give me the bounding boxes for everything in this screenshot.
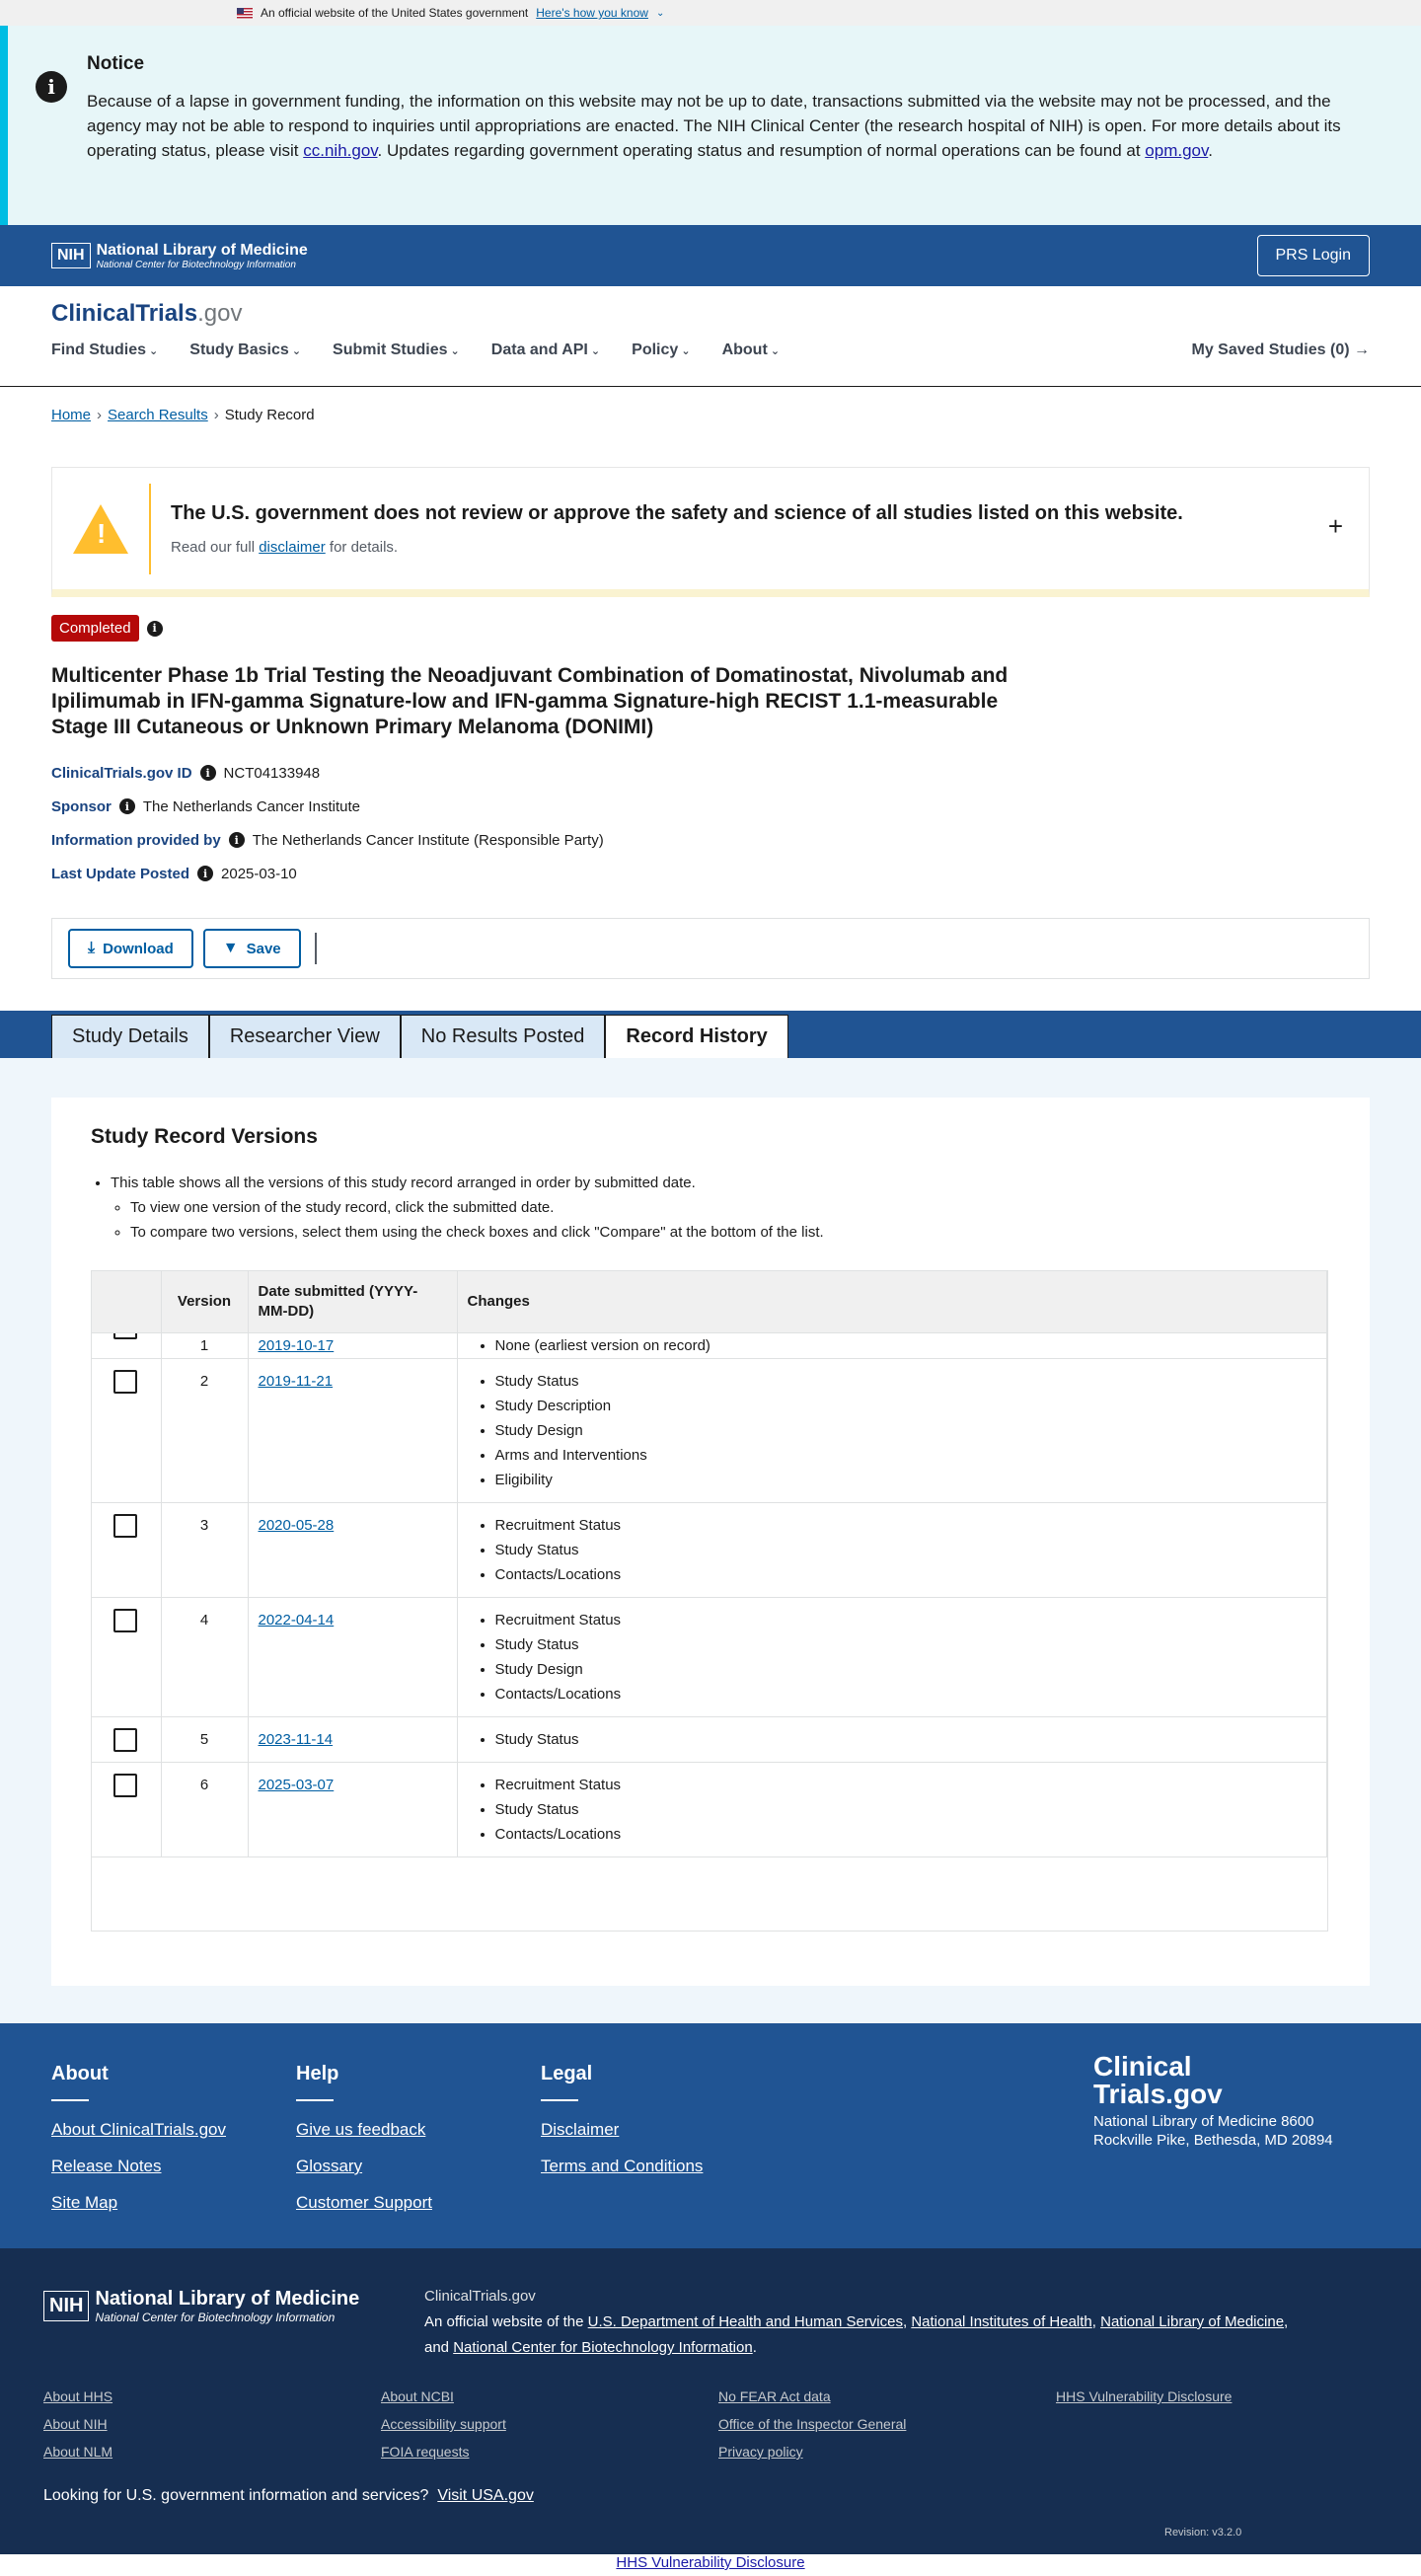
tab-study-details[interactable]: Study Details (51, 1015, 209, 1058)
intro-sub-1: ◦ To view one version of the study record, click the submitted date. (130, 1195, 1330, 1220)
submitted-date-link[interactable]: 2019-10-17 (258, 1336, 335, 1354)
save-label: Save (246, 940, 281, 957)
version-checkbox[interactable] (113, 1609, 137, 1632)
download-icon: ⤓ (88, 940, 96, 956)
change-item: • Eligibility (495, 1468, 1317, 1492)
id-label: ClinicalTrials.gov ID (51, 764, 192, 782)
funding-notice (0, 26, 1421, 225)
notice-text-3: . (1208, 141, 1213, 160)
nlm-logo[interactable] (51, 242, 308, 270)
change-item: • Contacts/Locations (495, 1822, 1317, 1847)
nav-about[interactable]: About ⌄ (722, 341, 780, 359)
table-row (92, 1502, 1327, 1597)
bottom-hhs-vuln-link[interactable]: HHS Vulnerability Disclosure (616, 2554, 805, 2571)
nav-find-studies[interactable]: Find Studies ⌄ (51, 341, 158, 359)
date-cell (248, 1716, 457, 1762)
footer-nlm-title: National Library of Medicine (95, 2288, 360, 2310)
versions-body (92, 1332, 1327, 1856)
date-cell (248, 1762, 457, 1856)
footer-link-oig[interactable]: Office of the Inspector General (718, 2416, 907, 2432)
hhs-link[interactable]: U.S. Department of Health and Human Services (587, 2313, 903, 2330)
notice-body (87, 89, 1362, 163)
version-header: Version (161, 1271, 248, 1332)
warning-icon: ! (73, 504, 128, 554)
tab-no-results-posted[interactable]: No Results Posted (401, 1015, 606, 1058)
date-cell (248, 1332, 457, 1358)
usa-gov-line (43, 2487, 534, 2505)
opm-link[interactable]: opm.gov (1145, 141, 1209, 160)
breadcrumb (0, 387, 1421, 443)
intro-text: This table shows all the versions of this study record arranged in order by submitted date. (111, 1174, 696, 1191)
table-row (92, 1332, 1327, 1358)
divider (315, 933, 317, 964)
disclaimer-post: for details. (325, 538, 399, 556)
versions-table[interactable] (91, 1270, 1328, 1932)
footer-link-disclaimer[interactable]: Disclaimer (541, 2120, 620, 2139)
version-checkbox[interactable] (113, 1332, 137, 1339)
changes-cell (457, 1597, 1327, 1716)
nih-link[interactable]: National Institutes of Health (911, 2313, 1092, 2330)
info-icon[interactable]: i (119, 798, 135, 814)
chevron-right-icon: › (97, 407, 103, 423)
ncbi-subtitle: National Center for Biotechnology Information (96, 259, 296, 270)
download-button[interactable] (68, 929, 193, 968)
status-row (0, 597, 1421, 642)
change-item: • None (earliest version on record) (495, 1333, 1317, 1358)
footer-link-no-fear[interactable]: No FEAR Act data (718, 2388, 831, 2404)
footer-about (51, 2063, 226, 2221)
nav-policy[interactable]: Policy ⌄ (632, 341, 690, 359)
notice-text-2: . Updates regarding government operating status and resumption of normal operations can be found at (377, 141, 1146, 160)
changes-header: Changes (457, 1271, 1327, 1332)
status-info-icon[interactable]: i (147, 621, 163, 637)
versions-panel (51, 1098, 1370, 1986)
divider (51, 2099, 89, 2101)
record-history-content (0, 1058, 1421, 2023)
footer-link-accessibility[interactable]: Accessibility support (381, 2416, 506, 2432)
intro-item (111, 1171, 1330, 1245)
footer-ncbi-subtitle: National Center for Biotechnology Information (95, 2311, 336, 2324)
footer-help-title: Help (296, 2063, 339, 2084)
logo-dot: .gov (197, 300, 243, 327)
clinicaltrials-logo[interactable] (51, 300, 1370, 328)
footer-link-about-ct[interactable]: About ClinicalTrials.gov (51, 2120, 226, 2139)
footer-link-about-ncbi[interactable]: About NCBI (381, 2388, 454, 2404)
changes-cell (457, 1332, 1327, 1358)
footer-official-text: ClinicalTrials.gov An official website of the U.S. Department of Health and Human Services, National Institutes of Health, National Library of Medicine, and National Center for Biotechnology Information. (424, 2284, 1342, 2361)
intro-sub-2: ◦ To compare two versions, select them using the check boxes and click "Compare" at the bottom of the list. (130, 1220, 1330, 1245)
disclaimer-alert (51, 467, 1370, 597)
footer-link-about-nih[interactable]: About NIH (43, 2416, 108, 2432)
heres-how-you-know-link[interactable]: Here's how you know (536, 6, 648, 20)
sponsor-value: The Netherlands Cancer Institute (142, 797, 360, 815)
prs-login-button[interactable]: PRS Login (1257, 235, 1371, 276)
table-row (92, 1716, 1327, 1762)
divider (296, 2099, 334, 2101)
change-item: • Recruitment Status (495, 1513, 1317, 1538)
version-number: 1 (161, 1332, 248, 1358)
nav-study-basics[interactable]: Study Basics ⌄ (189, 341, 301, 359)
revision: Revision: v3.2.0 (1164, 2527, 1242, 2538)
expand-plus-icon[interactable]: + (1327, 511, 1343, 541)
select-cell (92, 1358, 161, 1502)
chevron-right-icon: › (213, 407, 219, 423)
change-item: • Arms and Interventions (495, 1443, 1317, 1468)
changes-cell (457, 1502, 1327, 1597)
version-checkbox[interactable] (113, 1728, 137, 1752)
breadcrumb-current: Study Record (224, 407, 315, 423)
footer-brand-2: Trials.gov (1093, 2079, 1223, 2109)
gov-banner-text: An official website of the United States government (261, 6, 529, 20)
changes-cell (457, 1762, 1327, 1856)
select-header (92, 1271, 161, 1332)
submitted-date-link[interactable]: 2025-03-07 (258, 1776, 335, 1793)
breadcrumb-search-results[interactable]: Search Results (108, 407, 208, 423)
change-item: • Recruitment Status (495, 1773, 1317, 1797)
changes-cell (457, 1716, 1327, 1762)
official-pre: An official website of the (424, 2313, 588, 2330)
submitted-date-link[interactable]: 2023-11-14 (258, 1730, 334, 1748)
last-update-label: Last Update Posted (51, 865, 190, 882)
us-flag-icon (237, 8, 253, 19)
action-bar (51, 918, 1370, 979)
save-button[interactable] (203, 929, 301, 968)
nlm-title: National Library of Medicine (96, 241, 308, 259)
nav-submit-studies[interactable]: Submit Studies ⌄ (333, 341, 460, 359)
info-icon[interactable]: i (197, 866, 213, 881)
footer-nlm-logo[interactable] (43, 2288, 359, 2324)
footer-brand (1093, 2053, 1350, 2150)
version-number: 2 (161, 1358, 248, 1502)
usa-pre: Looking for U.S. government information and services? (43, 2487, 429, 2504)
changes-cell (457, 1358, 1327, 1502)
table-row (92, 1358, 1327, 1502)
study-title: Multicenter Phase 1b Trial Testing the Neoadjuvant Combination of Domatinostat, Nivolumab and Ipilimumab in IFN-gamma Signature-low and IFN-gamma Signature-high RECIST 1.1-measurable Stage III Cutaneous or Unknown Primary Melanoma (DONIMI) (51, 664, 1009, 738)
my-saved-studies-link[interactable]: My Saved Studies (0) → (1191, 341, 1370, 358)
nih-logo-box: NIH (51, 243, 91, 268)
date-cell (248, 1358, 457, 1502)
version-number: 3 (161, 1502, 248, 1597)
select-cell (92, 1332, 161, 1358)
select-cell (92, 1502, 161, 1597)
table-row (92, 1597, 1327, 1716)
footer-site-name: ClinicalTrials.gov (424, 2288, 536, 2305)
provided-by-value: The Netherlands Cancer Institute (Responsible Party) (252, 831, 604, 849)
notice-text-1: Because of a lapse in government funding, the information on this website may not be up to date, transactions submitted via the website may not be processed, and the agency may not be able to respond to inquiries until appropriations are enacted. The NIH Clinical Center (the research hospital of NIH) is open. For more details about its operating status, please visit (87, 92, 1341, 160)
change-item: • Study Design (495, 1418, 1317, 1443)
change-item: • Study Status (495, 1632, 1317, 1657)
disclaimer-link[interactable]: disclaimer (259, 538, 326, 556)
version-number: 4 (161, 1597, 248, 1716)
footer-link-privacy[interactable]: Privacy policy (718, 2444, 803, 2460)
select-cell (92, 1597, 161, 1716)
footer-link-grid (43, 2387, 1326, 2462)
nct-id: NCT04133948 (223, 764, 321, 782)
version-checkbox[interactable] (113, 1774, 137, 1797)
nih-logo-box: NIH (43, 2291, 89, 2321)
sponsor-label: Sponsor (51, 797, 112, 815)
footer-link-site-map[interactable]: Site Map (51, 2193, 118, 2212)
info-icon: i (36, 71, 67, 103)
select-cell (92, 1762, 161, 1856)
version-number: 5 (161, 1716, 248, 1762)
footer-about-title: About (51, 2063, 109, 2084)
disclaimer-pre: Read our full (171, 538, 260, 556)
footer-link-glossary[interactable]: Glossary (296, 2157, 363, 2175)
footer-link-terms[interactable]: Terms and Conditions (541, 2157, 704, 2175)
footer-link-about-hhs[interactable]: About HHS (43, 2388, 113, 2404)
change-item: • Recruitment Status (495, 1608, 1317, 1632)
versions-intro (91, 1171, 1330, 1245)
submitted-date-link[interactable]: 2022-04-14 (258, 1611, 335, 1629)
cc-nih-link[interactable]: cc.nih.gov (303, 141, 378, 160)
date-cell (248, 1502, 457, 1597)
change-item: • Contacts/Locations (495, 1562, 1317, 1587)
change-item: • Contacts/Locations (495, 1682, 1317, 1706)
ncbi-link[interactable]: National Center for Biotechnology Information (453, 2339, 753, 2356)
record-tabs (0, 1011, 1421, 1058)
footer-link-foia[interactable]: FOIA requests (381, 2444, 470, 2460)
tab-record-history[interactable]: Record History (605, 1015, 787, 1058)
main-nav (51, 341, 1370, 359)
submitted-date-link[interactable]: 2020-05-28 (258, 1516, 335, 1534)
tab-researcher-view[interactable]: Researcher View (209, 1015, 401, 1058)
grid-spacer (1056, 2414, 1393, 2434)
logo-main: ClinicalTrials (51, 300, 198, 327)
version-checkbox[interactable] (113, 1370, 137, 1394)
table-row (92, 1762, 1327, 1856)
footer-top (0, 2023, 1421, 2248)
chevron-down-icon[interactable]: ⌄ (655, 7, 665, 19)
info-icon[interactable]: i (229, 832, 245, 848)
gov-banner (0, 0, 1421, 26)
footer-ct-logo[interactable] (1093, 2053, 1350, 2108)
footer-link-support[interactable]: Customer Support (296, 2193, 432, 2212)
divider (541, 2099, 578, 2101)
change-item: • Study Status (495, 1797, 1317, 1822)
download-label: Download (103, 940, 174, 957)
footer-help (296, 2063, 432, 2221)
footer-legal-title: Legal (541, 2063, 593, 2084)
date-header: Date submitted (YYYY-MM-DD) (248, 1271, 457, 1332)
change-item: • Study Description (495, 1394, 1317, 1418)
footer-link-about-nlm[interactable]: About NLM (43, 2444, 113, 2460)
and-text: and (424, 2339, 454, 2356)
bottom-hhs-link-bar (0, 2554, 1421, 2576)
change-item: • Study Status (495, 1727, 1317, 1752)
nlm-link[interactable]: National Library of Medicine (1100, 2313, 1285, 2330)
footer-brand-1: Clinical (1093, 2051, 1192, 2082)
breadcrumb-home[interactable]: Home (51, 407, 92, 423)
change-item: • Study Status (495, 1538, 1317, 1562)
footer-address: National Library of Medicine 8600 Rockville Pike, Bethesda, MD 20894 (1093, 2113, 1333, 2149)
nlm-header (0, 225, 1421, 286)
footer-link-feedback[interactable]: Give us feedback (296, 2120, 426, 2139)
submitted-date-link[interactable]: 2019-11-21 (258, 1372, 334, 1390)
last-update-value: 2025-03-10 (221, 865, 297, 882)
usa-gov-link[interactable]: Visit USA.gov (437, 2487, 534, 2504)
version-number: 6 (161, 1762, 248, 1856)
site-header (0, 286, 1421, 387)
change-item: • Study Status (495, 1369, 1317, 1394)
info-icon[interactable]: i (200, 765, 216, 781)
disclaimer-subtext (171, 539, 1183, 556)
nav-data-api[interactable]: Data and API ⌄ (491, 341, 600, 359)
versions-heading: Study Record Versions (91, 1125, 318, 1148)
provided-by-label: Information provided by (51, 831, 221, 849)
status-badge: Completed (51, 615, 139, 642)
footer-legal (541, 2063, 703, 2184)
version-checkbox[interactable] (113, 1514, 137, 1538)
study-meta (0, 756, 1421, 890)
notice-title: Notice (87, 53, 145, 74)
footer-link-release-notes[interactable]: Release Notes (51, 2157, 162, 2175)
bookmark-icon: ▼ (222, 940, 239, 956)
disclaimer-title: The U.S. government does not review or approve the safety and science of all studies listed on this website. (171, 501, 1183, 524)
footer-link-hhs-vuln[interactable]: HHS Vulnerability Disclosure (1056, 2388, 1233, 2404)
change-item: • Study Design (495, 1657, 1317, 1682)
footer-bottom (0, 2248, 1421, 2576)
select-cell (92, 1716, 161, 1762)
date-cell (248, 1597, 457, 1716)
